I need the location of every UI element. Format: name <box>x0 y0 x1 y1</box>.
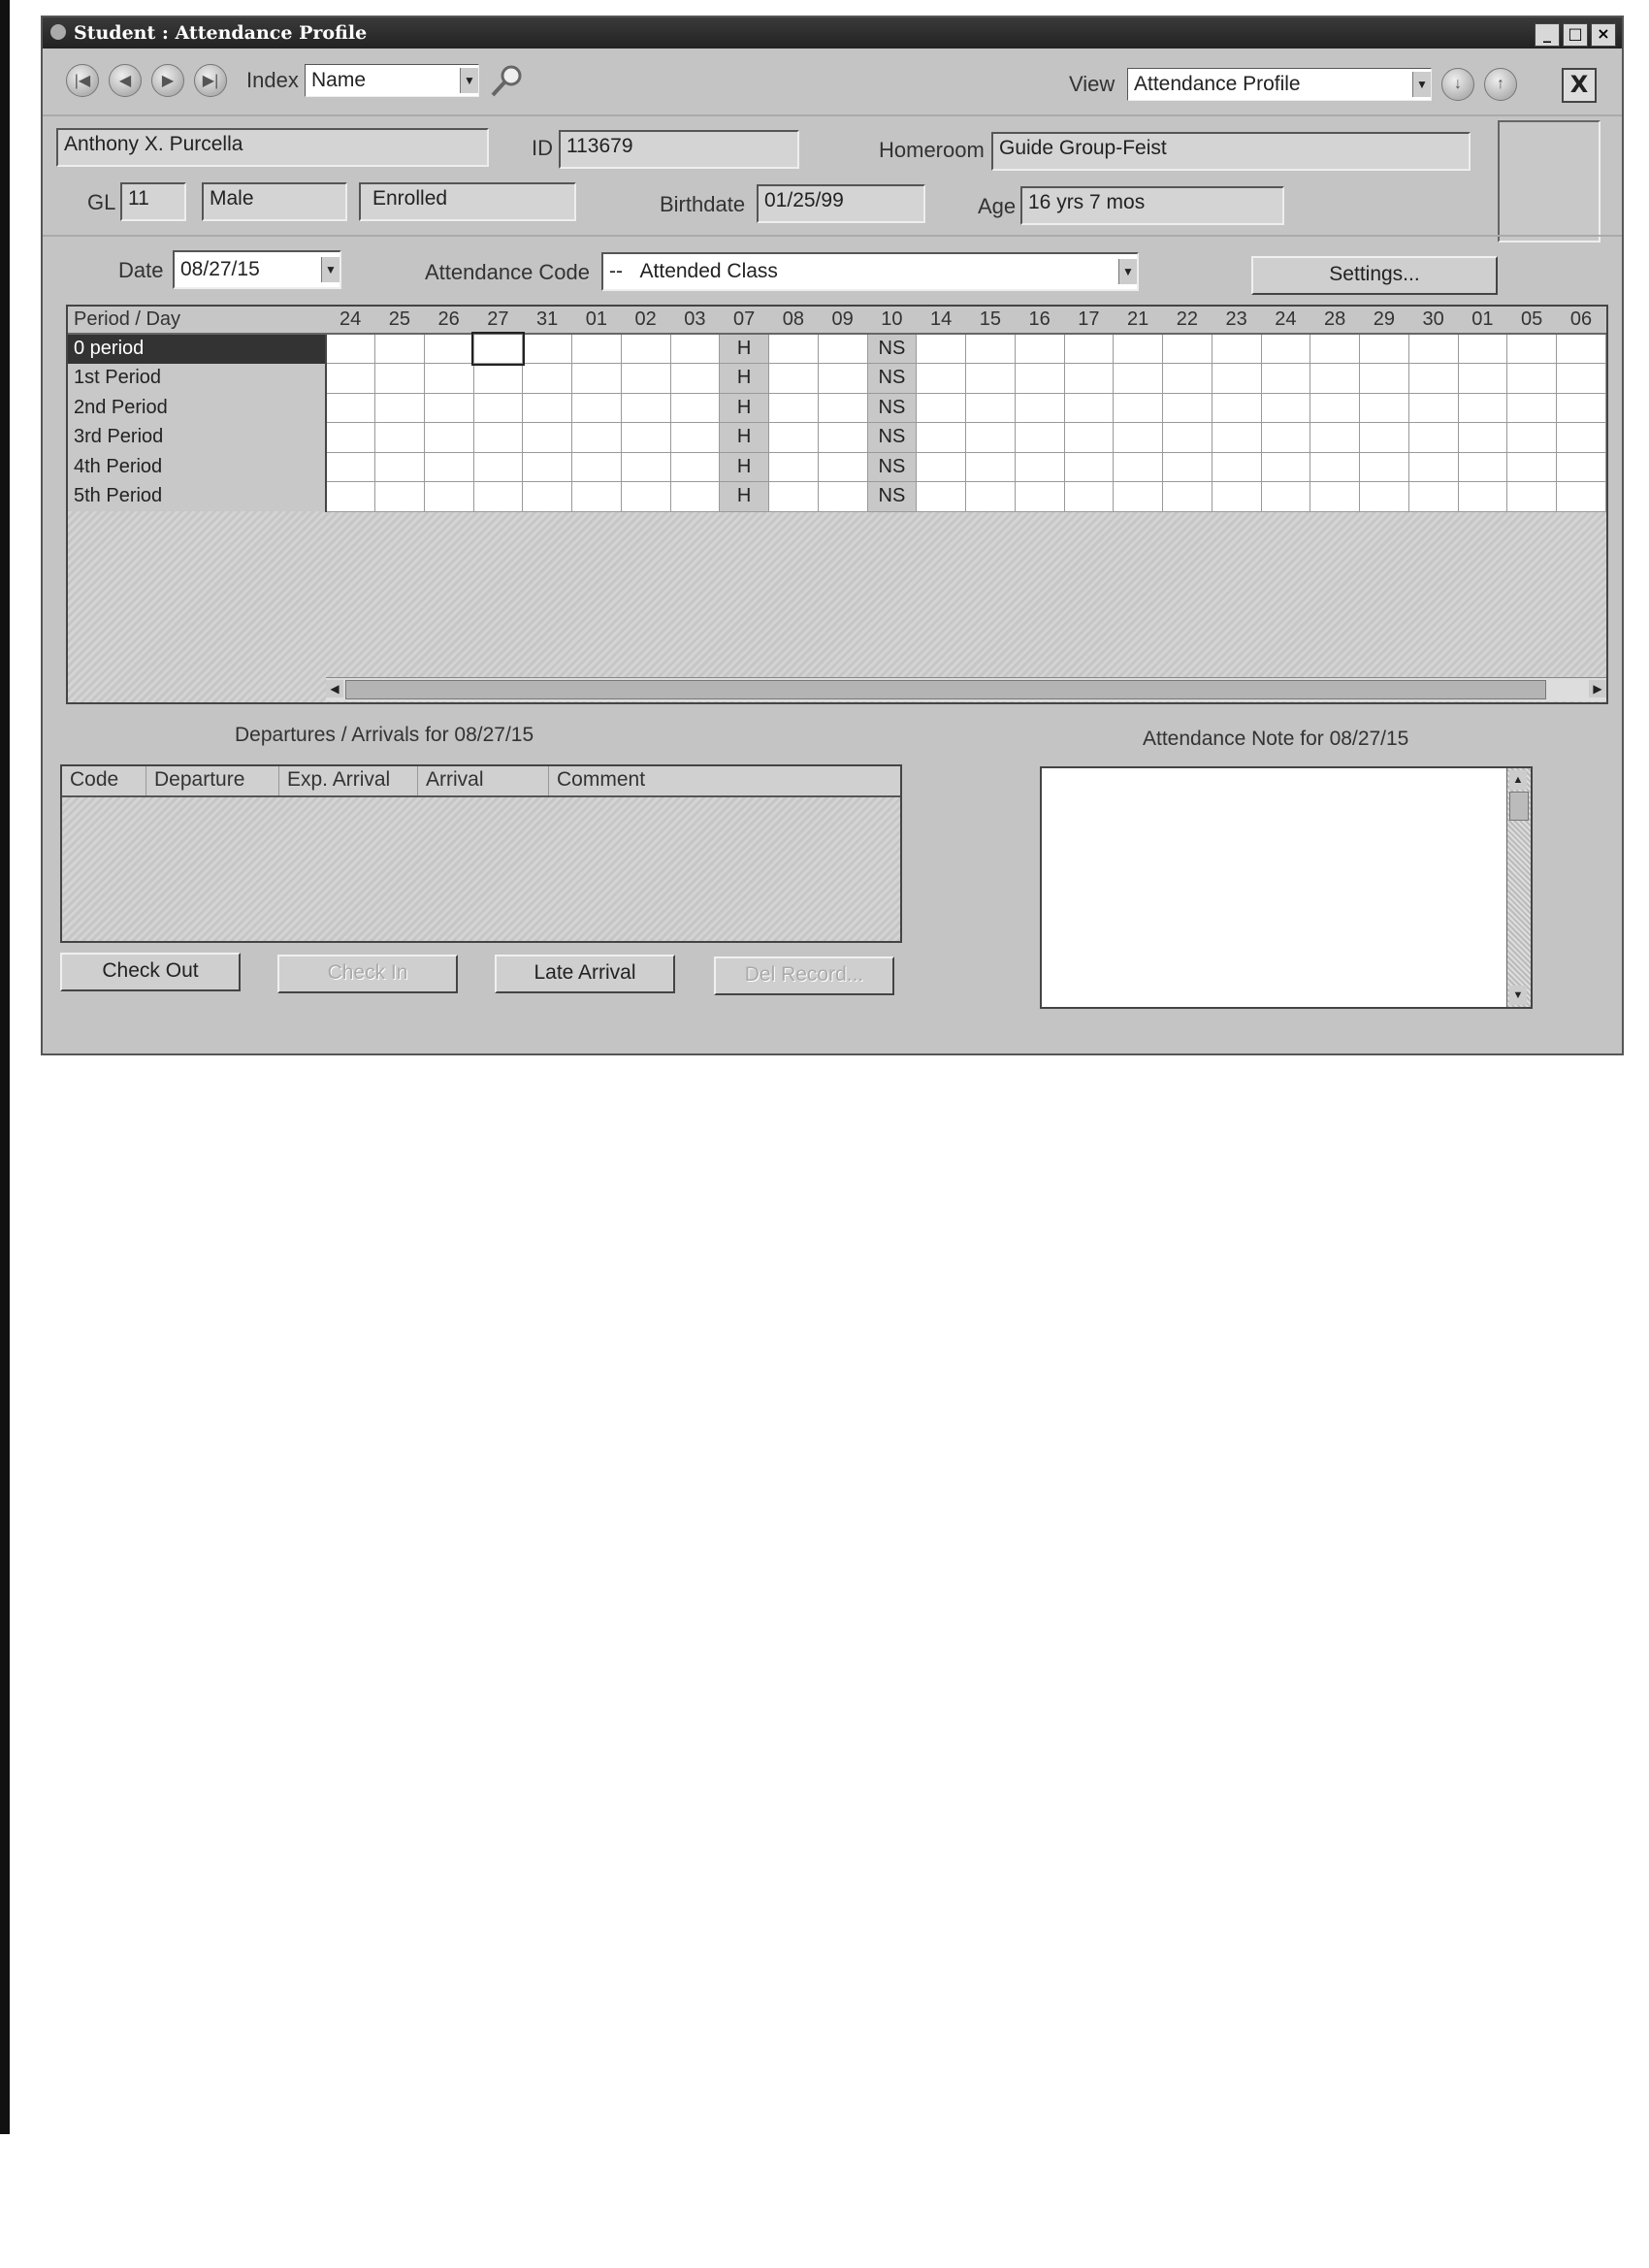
attendance-cell[interactable] <box>621 482 670 512</box>
attendance-cell[interactable] <box>1261 334 1310 364</box>
date-picker[interactable] <box>173 250 341 289</box>
check-in-button[interactable]: Check In <box>277 955 458 993</box>
note-scroll-thumb[interactable] <box>1509 792 1529 821</box>
horizontal-scrollbar[interactable] <box>326 677 1606 701</box>
day-header[interactable]: 16 <box>1015 307 1064 334</box>
attendance-cell[interactable] <box>473 364 523 394</box>
attendance-cell[interactable] <box>1458 452 1507 482</box>
attendance-cell[interactable]: H <box>720 393 769 423</box>
attendance-cell[interactable] <box>1064 334 1114 364</box>
attendance-cell[interactable]: NS <box>867 334 917 364</box>
attendance-cell[interactable] <box>1212 364 1261 394</box>
close-button[interactable]: × <box>1591 23 1616 47</box>
attendance-cell[interactable] <box>621 423 670 453</box>
last-record-icon[interactable]: ▶| <box>194 64 227 97</box>
attendance-cell[interactable] <box>769 364 819 394</box>
gender-field: Male <box>202 182 347 221</box>
attendance-cell[interactable] <box>572 334 622 364</box>
attendance-cell[interactable]: H <box>720 334 769 364</box>
attendance-cell[interactable] <box>326 393 375 423</box>
attendance-cell[interactable] <box>1015 393 1064 423</box>
attendance-cell[interactable] <box>523 334 572 364</box>
attendance-cell[interactable] <box>818 334 867 364</box>
del-record-button[interactable]: Del Record... <box>714 956 894 995</box>
attendance-cell[interactable] <box>818 423 867 453</box>
period-label[interactable]: 1st Period <box>68 364 326 394</box>
day-header[interactable]: 08 <box>769 307 819 334</box>
attendance-cell[interactable] <box>1310 393 1360 423</box>
period-day-header: Period / Day <box>68 307 326 334</box>
attendance-cell[interactable] <box>572 393 622 423</box>
attendance-cell[interactable] <box>1015 423 1064 453</box>
attendance-cell[interactable] <box>1310 452 1360 482</box>
attendance-cell[interactable] <box>1507 334 1557 364</box>
attendance-cell[interactable] <box>769 393 819 423</box>
student-name-field[interactable]: Anthony X. Purcella <box>56 128 489 167</box>
day-header[interactable]: 02 <box>621 307 670 334</box>
scroll-down-icon[interactable]: ▼ <box>1509 986 1527 1005</box>
day-header[interactable]: 05 <box>1507 307 1557 334</box>
attendance-cell[interactable] <box>1360 364 1409 394</box>
title-bar <box>43 17 1622 49</box>
attendance-cell[interactable] <box>818 393 867 423</box>
period-row <box>68 334 1606 364</box>
period-label[interactable]: 0 period <box>68 334 326 364</box>
attendance-cell[interactable] <box>917 334 966 364</box>
attendance-code-select[interactable] <box>601 252 1139 291</box>
attendance-cell[interactable] <box>375 423 425 453</box>
attendance-cell[interactable] <box>1163 393 1212 423</box>
period-label[interactable]: 4th Period <box>68 452 326 482</box>
attendance-cell[interactable] <box>1212 393 1261 423</box>
attendance-cell[interactable] <box>1163 482 1212 512</box>
search-icon[interactable] <box>487 62 526 101</box>
attendance-cell[interactable] <box>1507 423 1557 453</box>
maximize-button[interactable]: □ <box>1563 23 1588 47</box>
period-row <box>68 482 1606 512</box>
attendance-cell[interactable] <box>1261 482 1310 512</box>
attendance-cell[interactable] <box>966 482 1016 512</box>
window-title: Student : Attendance Profile <box>74 22 368 44</box>
attendance-cell[interactable] <box>1557 393 1606 423</box>
attendance-cell[interactable]: H <box>720 364 769 394</box>
attendance-cell[interactable] <box>326 334 375 364</box>
attendance-cell[interactable] <box>1458 482 1507 512</box>
prev-record-icon[interactable]: ◀ <box>109 64 142 97</box>
attendance-cell[interactable] <box>1114 393 1163 423</box>
index-select[interactable] <box>305 64 479 97</box>
attendance-cell[interactable] <box>375 364 425 394</box>
attendance-cell[interactable]: NS <box>867 364 917 394</box>
departures-table <box>60 764 902 943</box>
attendance-cell[interactable] <box>917 393 966 423</box>
attendance-cell[interactable] <box>1064 452 1114 482</box>
attendance-cell[interactable] <box>670 334 720 364</box>
id-label: ID <box>532 136 553 160</box>
homeroom-label: Homeroom <box>879 138 985 162</box>
attendance-cell[interactable] <box>1310 423 1360 453</box>
attendance-cell[interactable] <box>670 423 720 453</box>
chevron-down-icon: ▼ <box>321 257 340 282</box>
attendance-cell[interactable] <box>523 452 572 482</box>
attendance-cell[interactable] <box>917 364 966 394</box>
attendance-cell[interactable] <box>1114 482 1163 512</box>
attendance-cell[interactable] <box>1064 364 1114 394</box>
attendance-cell[interactable] <box>1458 364 1507 394</box>
scroll-up-icon[interactable]: ▲ <box>1509 770 1527 790</box>
attendance-cell[interactable] <box>572 452 622 482</box>
attendance-note-textarea[interactable] <box>1040 766 1533 1009</box>
day-header[interactable]: 31 <box>523 307 572 334</box>
attendance-cell[interactable] <box>670 393 720 423</box>
attendance-cell[interactable] <box>769 423 819 453</box>
attendance-cell[interactable] <box>326 364 375 394</box>
down-arrow-icon[interactable]: ↓ <box>1441 68 1474 101</box>
attendance-cell[interactable]: NS <box>867 482 917 512</box>
attendance-cell[interactable] <box>1064 482 1114 512</box>
attendance-grid <box>66 305 1608 704</box>
attendance-cell[interactable] <box>1408 423 1458 453</box>
day-header[interactable]: 06 <box>1557 307 1606 334</box>
attendance-cell[interactable] <box>621 393 670 423</box>
excel-export-icon[interactable]: X <box>1562 68 1597 103</box>
attendance-cell[interactable] <box>1114 334 1163 364</box>
day-header[interactable]: 21 <box>1114 307 1163 334</box>
attendance-cell[interactable] <box>1015 334 1064 364</box>
attendance-cell[interactable] <box>966 423 1016 453</box>
scroll-right-icon[interactable]: ▶ <box>1589 680 1606 697</box>
student-photo <box>1498 120 1600 243</box>
chevron-down-icon: ▼ <box>1412 72 1431 97</box>
grade-level-field: 11 <box>120 182 186 221</box>
note-scrollbar[interactable] <box>1506 768 1531 1007</box>
birthdate-field: 01/25/99 <box>757 184 925 223</box>
attendance-cell[interactable] <box>473 482 523 512</box>
age-field: 16 yrs 7 mos <box>1020 186 1284 225</box>
attendance-cell[interactable] <box>1163 423 1212 453</box>
day-header[interactable]: 24 <box>1261 307 1310 334</box>
attendance-cell[interactable] <box>1261 393 1310 423</box>
col-code[interactable]: Code <box>62 766 146 795</box>
attendance-cell[interactable] <box>966 364 1016 394</box>
code-prefix: -- <box>609 260 623 282</box>
attendance-cell[interactable] <box>1212 452 1261 482</box>
attendance-cell[interactable] <box>1557 334 1606 364</box>
attendance-window <box>41 16 1624 1055</box>
attendance-cell[interactable]: H <box>720 482 769 512</box>
birthdate-label: Birthdate <box>660 192 746 216</box>
attendance-cell[interactable] <box>1557 452 1606 482</box>
attendance-cell[interactable] <box>818 482 867 512</box>
attendance-cell[interactable] <box>966 452 1016 482</box>
attendance-cell[interactable] <box>326 452 375 482</box>
day-header[interactable]: 09 <box>818 307 867 334</box>
date-label: Date <box>118 258 164 282</box>
attendance-cell[interactable] <box>621 334 670 364</box>
attendance-cell[interactable] <box>1163 452 1212 482</box>
attendance-cell[interactable] <box>1408 393 1458 423</box>
day-header[interactable]: 26 <box>424 307 473 334</box>
attendance-cell[interactable] <box>917 423 966 453</box>
attendance-cell[interactable] <box>375 452 425 482</box>
attendance-cell[interactable] <box>473 393 523 423</box>
period-label[interactable]: 5th Period <box>68 482 326 512</box>
view-label: View <box>1069 72 1116 96</box>
attendance-cell[interactable] <box>572 482 622 512</box>
attendance-table <box>68 307 1606 512</box>
attendance-cell[interactable] <box>326 482 375 512</box>
day-header[interactable]: 10 <box>867 307 917 334</box>
attendance-cell[interactable] <box>670 482 720 512</box>
attendance-cell[interactable] <box>523 393 572 423</box>
attendance-cell[interactable] <box>1507 364 1557 394</box>
attendance-note-title: Attendance Note for 08/27/15 <box>1143 728 1409 750</box>
attendance-cell[interactable] <box>1114 452 1163 482</box>
attendance-cell[interactable] <box>1114 364 1163 394</box>
homeroom-field: Guide Group-Feist <box>991 132 1471 171</box>
chevron-down-icon: ▼ <box>460 68 478 93</box>
attendance-cell[interactable] <box>1557 364 1606 394</box>
attendance-cell[interactable] <box>1360 482 1409 512</box>
late-arrival-button[interactable]: Late Arrival <box>495 955 675 993</box>
period-row <box>68 364 1606 394</box>
attendance-cell[interactable] <box>1310 364 1360 394</box>
gl-label: GL <box>87 190 116 214</box>
attendance-cell[interactable] <box>1261 452 1310 482</box>
attendance-cell[interactable] <box>375 334 425 364</box>
attendance-cell[interactable] <box>326 423 375 453</box>
col-arrival[interactable]: Arrival <box>418 766 549 795</box>
enrollment-status-field: Enrolled <box>359 182 576 221</box>
day-header[interactable]: 07 <box>720 307 769 334</box>
scroll-thumb[interactable] <box>345 680 1546 699</box>
attendance-cell[interactable] <box>1261 364 1310 394</box>
period-row <box>68 393 1606 423</box>
attendance-cell[interactable]: NS <box>867 393 917 423</box>
attendance-cell[interactable] <box>1310 334 1360 364</box>
attendance-cell[interactable] <box>424 393 473 423</box>
period-row <box>68 452 1606 482</box>
attendance-cell[interactable] <box>1064 393 1114 423</box>
attendance-cell[interactable] <box>1360 393 1409 423</box>
attendance-code-label: Attendance Code <box>425 260 591 284</box>
attendance-cell[interactable] <box>1408 334 1458 364</box>
attendance-cell[interactable] <box>523 364 572 394</box>
attendance-cell[interactable] <box>769 482 819 512</box>
day-header[interactable]: 30 <box>1408 307 1458 334</box>
attendance-cell[interactable]: NS <box>867 452 917 482</box>
attendance-cell[interactable] <box>1015 364 1064 394</box>
attendance-cell[interactable] <box>523 482 572 512</box>
attendance-cell[interactable] <box>572 423 622 453</box>
scan-edge <box>0 0 10 2134</box>
index-select-value: Name <box>311 69 367 91</box>
first-record-icon[interactable]: |◀ <box>66 64 99 97</box>
attendance-cell[interactable] <box>621 364 670 394</box>
next-record-icon[interactable]: ▶ <box>151 64 184 97</box>
day-header[interactable]: 14 <box>917 307 966 334</box>
attendance-cell[interactable] <box>1458 334 1507 364</box>
col-comment[interactable]: Comment <box>557 768 646 791</box>
attendance-cell[interactable] <box>769 452 819 482</box>
attendance-cell[interactable] <box>1212 423 1261 453</box>
attendance-cell[interactable] <box>1114 423 1163 453</box>
id-field: 113679 <box>559 130 799 169</box>
day-header[interactable]: 15 <box>966 307 1016 334</box>
scroll-left-icon[interactable]: ◀ <box>326 680 343 697</box>
minimize-button[interactable]: _ <box>1535 23 1560 47</box>
attendance-cell[interactable] <box>523 423 572 453</box>
date-value: 08/27/15 <box>180 258 260 280</box>
attendance-cell[interactable] <box>424 423 473 453</box>
attendance-cell[interactable] <box>1458 423 1507 453</box>
settings-button[interactable]: Settings... <box>1251 256 1498 295</box>
attendance-cell[interactable] <box>1212 334 1261 364</box>
attendance-cell[interactable] <box>572 364 622 394</box>
attendance-cell[interactable] <box>1310 482 1360 512</box>
day-header[interactable]: 25 <box>375 307 425 334</box>
attendance-cell[interactable] <box>1507 393 1557 423</box>
attendance-cell[interactable] <box>1507 482 1557 512</box>
attendance-cell[interactable] <box>1360 334 1409 364</box>
attendance-cell[interactable] <box>1015 482 1064 512</box>
period-row <box>68 423 1606 453</box>
view-select-value: Attendance Profile <box>1134 73 1301 95</box>
day-header[interactable]: 01 <box>1458 307 1507 334</box>
day-header[interactable]: 28 <box>1310 307 1360 334</box>
attendance-cell[interactable] <box>1163 334 1212 364</box>
up-arrow-icon[interactable]: ↑ <box>1484 68 1517 101</box>
day-header[interactable]: 24 <box>326 307 375 334</box>
day-header[interactable]: 17 <box>1064 307 1114 334</box>
departures-title: Departures / Arrivals for 08/27/15 <box>235 724 534 746</box>
attendance-cell[interactable] <box>818 364 867 394</box>
attendance-cell[interactable] <box>1507 452 1557 482</box>
view-select[interactable] <box>1127 68 1432 101</box>
attendance-cell[interactable] <box>473 334 523 364</box>
check-out-button[interactable]: Check Out <box>60 953 241 991</box>
day-header[interactable]: 22 <box>1163 307 1212 334</box>
attendance-cell[interactable] <box>917 482 966 512</box>
period-label[interactable]: 2nd Period <box>68 393 326 423</box>
attendance-cell[interactable] <box>966 334 1016 364</box>
attendance-cell[interactable] <box>769 334 819 364</box>
attendance-cell[interactable] <box>621 452 670 482</box>
attendance-cell[interactable]: H <box>720 423 769 453</box>
attendance-cell[interactable] <box>670 364 720 394</box>
attendance-cell[interactable] <box>1408 364 1458 394</box>
attendance-cell[interactable] <box>1212 482 1261 512</box>
attendance-cell[interactable] <box>375 482 425 512</box>
attendance-cell[interactable] <box>1064 423 1114 453</box>
attendance-cell[interactable] <box>424 482 473 512</box>
day-header[interactable]: 03 <box>670 307 720 334</box>
col-exp-arrival[interactable]: Exp. Arrival <box>279 766 418 795</box>
attendance-cell[interactable] <box>1360 452 1409 482</box>
attendance-cell[interactable]: H <box>720 452 769 482</box>
attendance-cell[interactable] <box>1015 452 1064 482</box>
attendance-cell[interactable] <box>1163 364 1212 394</box>
attendance-cell[interactable] <box>1557 423 1606 453</box>
age-label: Age <box>978 194 1017 218</box>
attendance-cell[interactable] <box>1557 482 1606 512</box>
attendance-cell[interactable] <box>424 334 473 364</box>
attendance-cell[interactable] <box>670 452 720 482</box>
attendance-cell[interactable] <box>1261 423 1310 453</box>
app-icon <box>50 24 66 40</box>
chevron-down-icon: ▼ <box>1118 259 1137 284</box>
attendance-cell[interactable] <box>1408 482 1458 512</box>
col-departure[interactable]: Departure <box>146 766 279 795</box>
attendance-cell[interactable] <box>473 452 523 482</box>
attendance-cell[interactable] <box>424 364 473 394</box>
attendance-cell[interactable] <box>1408 452 1458 482</box>
attendance-cell[interactable] <box>1360 423 1409 453</box>
attendance-cell[interactable] <box>1458 393 1507 423</box>
code-value: Attended Class <box>639 260 778 282</box>
attendance-cell[interactable]: NS <box>867 423 917 453</box>
day-header[interactable]: 01 <box>572 307 622 334</box>
attendance-cell[interactable] <box>473 423 523 453</box>
day-header[interactable]: 29 <box>1360 307 1409 334</box>
attendance-cell[interactable] <box>966 393 1016 423</box>
attendance-cell[interactable] <box>424 452 473 482</box>
attendance-cell[interactable] <box>917 452 966 482</box>
period-label[interactable]: 3rd Period <box>68 423 326 453</box>
day-header[interactable]: 27 <box>473 307 523 334</box>
attendance-cell[interactable] <box>375 393 425 423</box>
day-header[interactable]: 23 <box>1212 307 1261 334</box>
index-label: Index <box>246 68 299 92</box>
attendance-cell[interactable] <box>818 452 867 482</box>
